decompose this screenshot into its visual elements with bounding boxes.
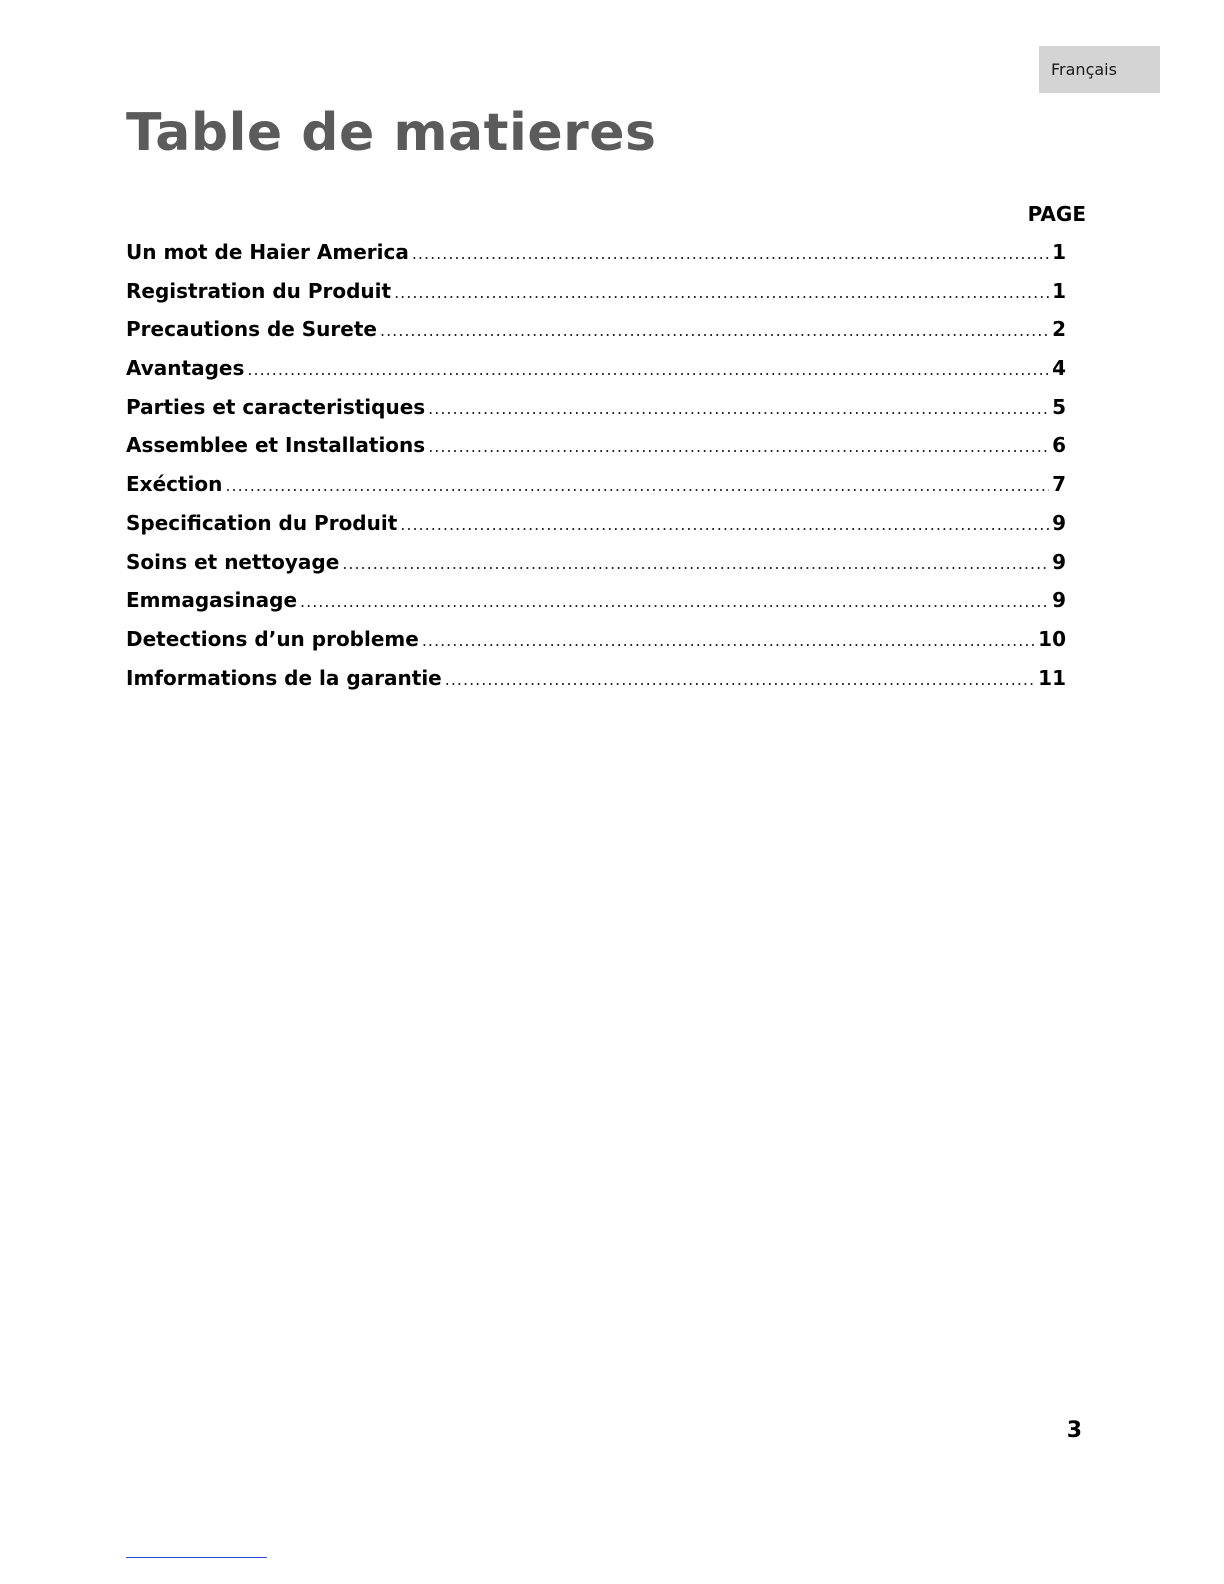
toc-entry xyxy=(126,430,1066,469)
toc-entry-page: 7 xyxy=(1052,472,1066,497)
toc-entry xyxy=(126,547,1066,586)
dot-leader xyxy=(380,316,1049,346)
toc-entry-page: 6 xyxy=(1052,433,1066,458)
dot-leader xyxy=(412,239,1049,269)
table-of-contents xyxy=(126,237,1066,701)
toc-entry-page: 1 xyxy=(1052,278,1066,303)
dot-leader xyxy=(394,278,1049,308)
toc-entry xyxy=(126,276,1066,315)
toc-entry xyxy=(126,237,1066,276)
toc-entry-title: Emmagasinage xyxy=(126,588,298,613)
dot-leader xyxy=(400,510,1049,540)
toc-entry-title: Specification du Produit xyxy=(126,510,398,535)
dot-leader xyxy=(225,471,1049,501)
toc-entry-title: Detections d’un probleme xyxy=(126,626,419,651)
toc-entry-title: Avantages xyxy=(126,356,245,381)
toc-entry-title: Parties et caracteristiques xyxy=(126,394,426,419)
toc-entry xyxy=(126,624,1066,663)
toc-entry xyxy=(126,508,1066,547)
toc-entry-title: Registration du Produit xyxy=(126,278,392,303)
toc-entry-title: Imformations de la garantie xyxy=(126,665,442,690)
toc-entry-page: 1 xyxy=(1052,240,1066,264)
toc-entry-page: 9 xyxy=(1052,549,1066,574)
page-number: 3 xyxy=(1066,1418,1082,1443)
toc-entry xyxy=(126,469,1066,508)
toc-entry-page: 9 xyxy=(1052,588,1066,613)
language-tab xyxy=(1039,46,1160,93)
toc-entry-page: 5 xyxy=(1052,394,1066,419)
toc-entry-title: Soins et nettoyage xyxy=(126,549,340,574)
dot-leader xyxy=(428,432,1049,462)
dot-leader xyxy=(300,587,1049,617)
toc-entry xyxy=(126,314,1066,353)
toc-entry-title: Assemblee et Installations xyxy=(126,433,426,458)
footer-rule xyxy=(126,1557,267,1558)
toc-entry-page: 2 xyxy=(1052,317,1066,342)
toc-entry-title: Exéction xyxy=(126,472,223,497)
dot-leader xyxy=(247,355,1049,385)
page-column-header: PAGE xyxy=(1027,202,1086,226)
toc-entry-page: 10 xyxy=(1038,626,1066,651)
dot-leader xyxy=(445,665,1035,695)
page-title: Table de matieres xyxy=(126,103,657,163)
dot-leader xyxy=(422,626,1035,656)
toc-entry-title: Precautions de Surete xyxy=(126,317,377,342)
toc-entry-title: Un mot de Haier America xyxy=(126,240,409,264)
toc-entry-page: 4 xyxy=(1052,356,1066,381)
toc-entry xyxy=(126,585,1066,624)
toc-entry xyxy=(126,392,1066,431)
toc-entry xyxy=(126,353,1066,392)
toc-entry-page: 9 xyxy=(1052,510,1066,535)
toc-entry xyxy=(126,663,1066,702)
dot-leader xyxy=(428,394,1049,424)
dot-leader xyxy=(342,549,1049,579)
language-tab-label: Français xyxy=(1051,60,1117,79)
toc-entry-page: 11 xyxy=(1038,665,1066,690)
